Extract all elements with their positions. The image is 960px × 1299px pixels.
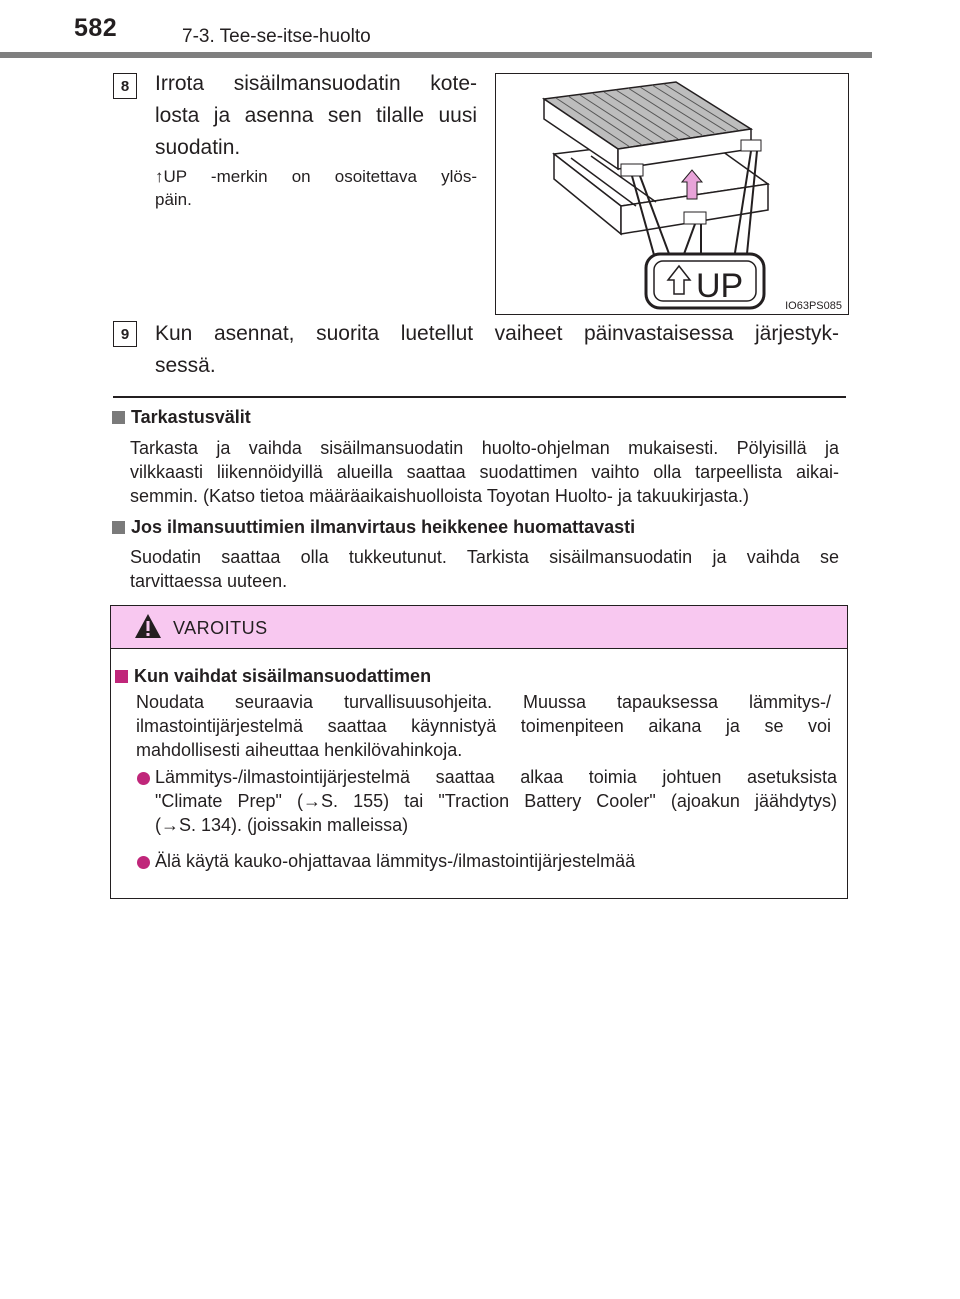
warning-box (110, 605, 848, 899)
step-9-line-2: sessä. (155, 354, 216, 377)
warning-subtitle-text: Kun vaihdat sisäilmansuodattimen (134, 666, 432, 686)
warning-bullet-1 (155, 765, 837, 837)
section-divider (113, 396, 846, 398)
step-8-text (155, 68, 477, 164)
text-fragment: S. 134). (joissakin malleissa) (179, 815, 409, 835)
step-8-line-3: suodatin. (155, 136, 241, 159)
bullet-dot-icon (137, 772, 150, 785)
step-9-text (155, 318, 839, 382)
body-line (155, 789, 837, 813)
text-fragment: "Climate Prep" ( (155, 791, 304, 811)
airflow-body (130, 545, 839, 593)
square-bullet-icon (112, 411, 125, 424)
header-rule (0, 52, 872, 58)
step-9-line-1: Kun asennat, suorita luetellut vaiheet päinvastaisessa järjestyk- (155, 322, 839, 345)
up-arrow-icon: ↑ (155, 167, 164, 186)
body-line: Tarkasta ja vaihda sisäilmansuodatin huolto-ohjelman mukaisesti. Pölyisillä ja (130, 438, 839, 458)
step-8-line-2: losta ja asenna sen tilalle uusi (155, 104, 477, 127)
warning-triangle-icon (133, 612, 163, 640)
step-8-note (155, 165, 477, 211)
section-title: 7-3. Tee-se-itse-huolto (182, 26, 371, 47)
right-arrow-icon: → (161, 815, 179, 835)
body-line (155, 813, 837, 837)
square-bullet-icon (112, 521, 125, 534)
filter-drawing (496, 74, 848, 314)
figure-code: IO63PS085 (785, 300, 842, 312)
step-8-note-line-1: UP -merkin on osoitettava ylös- (163, 167, 477, 186)
body-line: vilkkaasti liikennöidyillä alueilla saattaa suodattimen vaihto olla tarpeellista aikai- (130, 462, 839, 482)
body-line: semmin. (Katso tietoa määräaikaishuolloista Toyotan Huolto- ja takuukirjasta.) (130, 486, 749, 506)
warning-subtitle (115, 664, 431, 688)
right-arrow-icon: → (303, 791, 322, 811)
body-line: Noudata seuraavia turvallisuusohjeita. Muussa tapauksessa lämmitys-/ (136, 692, 831, 712)
warning-bullet-2: Älä käytä kauko-ohjattavaa lämmitys-/ilmastointijärjestelmää (155, 851, 636, 871)
warning-intro (136, 690, 831, 762)
square-bullet-icon (115, 670, 128, 683)
step-9-badge: 9 (113, 321, 137, 347)
step-8-line-1: Irrota sisäilmansuodatin kote- (155, 72, 477, 95)
body-line: ilmastointijärjestelmä saattaa käynnistyä toimenpiteen aikana ja se voi (136, 716, 831, 736)
step-8-note-line-2: päin. (155, 190, 192, 209)
step-8-badge: 8 (113, 73, 137, 99)
body-line: Suodatin saattaa olla tukkeutunut. Tarkista sisäilmansuodatin ja vaihda se (130, 547, 839, 567)
heading-tarkastusvalit-text: Tarkastusvälit (131, 407, 251, 427)
heading-tarkastusvalit (112, 405, 251, 429)
bullet-dot-icon (137, 856, 150, 869)
text-fragment: ( (155, 815, 161, 835)
heading-airflow (112, 515, 635, 539)
text-fragment: S. 155) tai "Traction Battery Cooler" (ajoakun jäähdytys) (321, 791, 837, 811)
body-line: mahdollisesti aiheuttaa henkilövahinkoja. (136, 740, 463, 760)
warning-header (111, 606, 847, 649)
tarkastusvalit-body (130, 436, 839, 508)
cabin-filter-illustration (495, 73, 849, 315)
heading-airflow-text: Jos ilmansuuttimien ilmanvirtaus heikkenee huomattavasti (131, 517, 636, 537)
page-number: 582 (74, 14, 118, 42)
warning-title: VAROITUS (173, 618, 268, 638)
up-label: UP (696, 267, 744, 305)
body-line: tarvittaessa uuteen. (130, 571, 288, 591)
body-line: Lämmitys-/ilmastointijärjestelmä saattaa alkaa toimia johtuen asetuksista (155, 767, 837, 787)
